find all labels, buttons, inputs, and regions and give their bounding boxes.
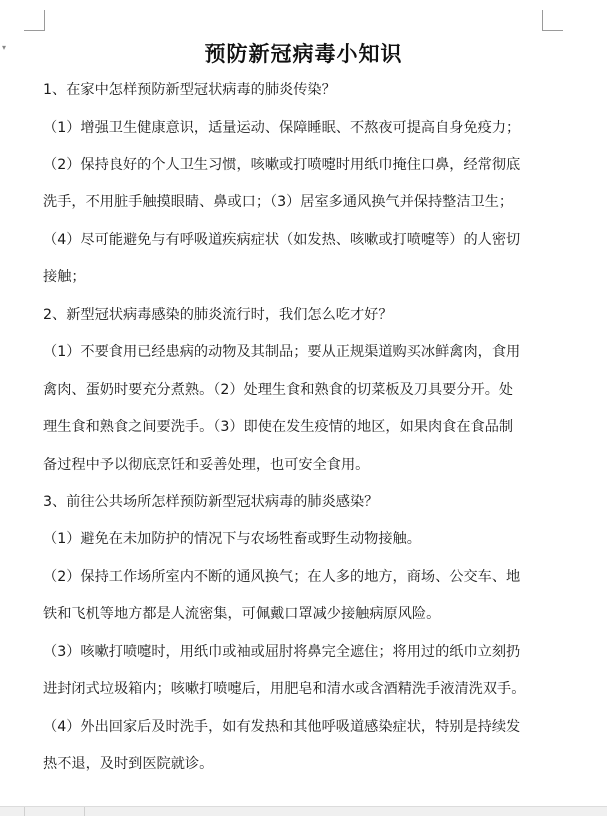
paragraph-line: （4）外出回家后及时洗手，如有发热和其他呼吸道感染症状，特别是持续发 xyxy=(43,719,521,735)
paragraph-line: （4）尽可能避免与有呼吸道疾病症状（如发热、咳嗽或打喷嚏等）的人密切 xyxy=(43,232,521,248)
paragraph-line: 热不退，及时到医院就诊。 xyxy=(43,756,214,772)
paragraph-line: 理生食和熟食之间要洗手。（3）即使在发生疫情的地区，如果肉食在食品制 xyxy=(43,419,514,435)
paragraph-line: （1）增强卫生健康意识，适量运动、保障睡眠、不熬夜可提高自身免疫力； xyxy=(43,120,521,136)
document-title: 预防新冠病毒小知识 xyxy=(204,42,403,66)
paragraph-line: 备过程中予以彻底烹饪和妥善处理，也可安全食用。 xyxy=(43,457,370,473)
paragraph-line: 禽肉、蛋奶时要充分煮熟。（2）处理生食和熟食的切菜板及刀具要分开。处 xyxy=(43,382,514,398)
paragraph-line: 进封闭式垃圾箱内；咳嗽打喷嚏后，用肥皂和清水或含酒精洗手液清洗双手。 xyxy=(43,681,526,697)
paragraph-line: （1）避免在未加防护的情况下与农场牲畜或野生动物接触。 xyxy=(43,531,421,547)
page-corner-top-right xyxy=(542,10,563,31)
paragraph-line: （2）保持良好的个人卫生习惯，咳嗽或打喷嚏时用纸巾掩住口鼻，经常彻底 xyxy=(43,157,521,173)
paragraph-line: 3、前往公共场所怎样预防新型冠状病毒的肺炎感染？ xyxy=(43,494,379,510)
paragraph-line: （2）保持工作场所室内不断的通风换气；在人多的地方，商场、公交车、地 xyxy=(43,569,521,585)
paragraph-line: 2、新型冠状病毒感染的肺炎流行时，我们怎么吃才好？ xyxy=(43,307,393,323)
paragraph-line: （3）咳嗽打喷嚏时，用纸巾或袖或屈肘将鼻完全遮住；将用过的纸巾立刻扔 xyxy=(43,644,521,660)
paragraph-line: 1、在家中怎样预防新型冠状病毒的肺炎传染？ xyxy=(43,82,336,98)
paragraph-line: 铁和飞机等地方都是人流密集，可佩戴口罩减少接触病原风险。 xyxy=(43,606,441,622)
paragraph-line: 接触； xyxy=(43,269,86,285)
paragraph-line: （1）不要食用已经患病的动物及其制品；要从正规渠道购买冰鲜禽肉，食用 xyxy=(43,344,521,360)
page-corner-top-left xyxy=(24,10,45,31)
collapse-marker-icon[interactable]: ▾ xyxy=(2,43,7,52)
paragraph-line: 洗手，不用脏手触摸眼睛、鼻或口；（3）居室多通风换气并保持整洁卫生； xyxy=(43,194,514,210)
